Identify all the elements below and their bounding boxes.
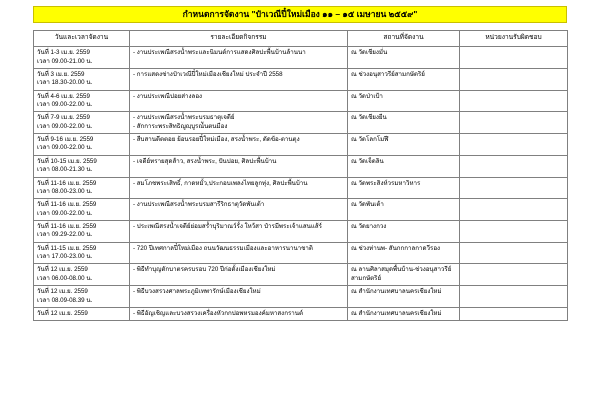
cell-detail (130, 177, 348, 199)
cell-detail-line: - เจดีย์ทรายสุดส้าว, สรงน้ำพระ, ปันปอย, ศิลปะพื้นบ้าน (133, 157, 277, 165)
cell-place (348, 112, 460, 134)
cell-org (460, 134, 568, 156)
cell-org (460, 286, 568, 308)
cell-place-line: ณ วัดป่าเป้า (351, 92, 383, 100)
cell-date-line: เวลา 17.00-23.00 น. (37, 253, 93, 261)
cell-org (460, 199, 568, 221)
cell-place-line: ณ วัดเจ็ดลิน (351, 157, 384, 165)
cell-date-line: เวลา 18.30-20.00 น. (37, 79, 93, 87)
cell-detail (130, 68, 348, 90)
cell-place (348, 286, 460, 308)
cell-detail (130, 47, 348, 69)
cell-org (460, 155, 568, 177)
cell-detail-line: - พิธีบวงสรวงศาลพระภูมิเทพารักษ์เมืองเชียงใหม่ (133, 288, 261, 296)
cell-org (460, 90, 568, 112)
cell-org (460, 47, 568, 69)
cell-detail (130, 242, 348, 264)
cell-date (34, 264, 130, 286)
cell-place-line: ณ วัดเชียงมั่น (351, 49, 388, 57)
cell-detail-line: - สมโภชพระเสิทธิ์, กาดหมั้ว,ประกอบเพลงไทยลูกทุ่ง, ศิลปะพื้นบ้าน (133, 179, 308, 187)
cell-date-line: วันที่ 10-15 เม.ย. 2559 (37, 157, 97, 165)
cell-date (34, 307, 130, 320)
cell-date-line: วันที่ 11-15 เม.ย. 2559 (37, 244, 97, 252)
cell-place (348, 264, 460, 286)
cell-date-line: เวลา 09.00-21.00 น. (37, 57, 93, 65)
cell-detail (130, 199, 348, 221)
cell-date (34, 242, 130, 264)
cell-place-line: ณ วัดโลกโมฬี (351, 136, 389, 144)
table-row (34, 68, 568, 90)
document-page (0, 6, 600, 406)
cell-org (460, 177, 568, 199)
cell-detail (130, 134, 348, 156)
cell-date (34, 90, 130, 112)
cell-org (460, 242, 568, 264)
table-body (34, 47, 568, 321)
cell-place (348, 155, 460, 177)
cell-place-line: ณ ช่วงอนุสาวรีย์สามกษัตริย์ (351, 70, 425, 78)
column-header-date: วันและเวลาจัดงาน (34, 31, 130, 47)
cell-date-line: เวลา 09.00-22.00 น. (37, 101, 93, 109)
table-row (34, 112, 568, 134)
cell-date-line: วันที่ 11-16 เม.ย. 2559 (37, 201, 97, 209)
cell-date-line: วันที่ 11-16 เม.ย. 2559 (37, 222, 97, 230)
cell-place-line: ณ สำนักงานเทศบาลนครเชียงใหม่ (351, 309, 442, 317)
cell-org (460, 220, 568, 242)
cell-detail-line: - ประเพณีสรงน้ำเจดีย์ย่อมสร้ำบุริมาณว์รั้ง ใหว้สา ป๋ารมีพระเจ้าแสนแส้ร์ (133, 222, 322, 230)
cell-detail-line: - การแสดงช่างป๋าเวณีปี๋ใหม่เมืองเชียงใหม่ ประจำปี 2558 (133, 70, 283, 78)
cell-place (348, 90, 460, 112)
table-row (34, 199, 568, 221)
table-row (34, 242, 568, 264)
cell-place (348, 68, 460, 90)
cell-date-line: วันที่ 12 เม.ย. 2559 (37, 288, 88, 296)
table-row (34, 307, 568, 320)
cell-date-line: วันที่ 12 เม.ย. 2559 (37, 309, 88, 317)
column-header-org: หน่วยงานรับผิดชอบ (460, 31, 568, 47)
cell-date-line: เวลา 06.00-08.00 น. (37, 274, 93, 282)
cell-detail (130, 307, 348, 320)
document-title: กำหนดการจัดงาน "ป๋าเวณีปี๋ใหม่เมือง ๑๑ – ๑๕ เมษายน ๒๕๕๙" (33, 6, 567, 23)
cell-date-line: เวลา 08.00-23.00 น. (37, 187, 93, 195)
cell-detail-line: - งานประเพณีปอยส่างลอง (133, 92, 203, 100)
cell-place (348, 134, 460, 156)
cell-place (348, 307, 460, 320)
cell-detail-line: - งานประเพณีสรงน้ำพระบรมสารีริกธาตุวัดพันเต้า (133, 201, 265, 209)
cell-date (34, 112, 130, 134)
cell-date-line: เวลา 08.00-21.30 น. (37, 166, 93, 174)
cell-detail (130, 264, 348, 286)
cell-place-line: ณ ลานศิลาสมุดพื้นบ้าน-ช่วงอนุสาวรีย์สามกษัตริย์ (351, 266, 452, 282)
cell-date-line: เวลา 09.29-22.00 น. (37, 231, 93, 239)
cell-detail (130, 286, 348, 308)
cell-date (34, 199, 130, 221)
table-header-row (34, 31, 568, 47)
cell-detail-line: - งานประเพณีสรงน้ำพระและนิมนต์การแสดงศิลปะพื้นบ้านล้านนา (133, 49, 306, 57)
cell-detail (130, 220, 348, 242)
cell-date-line: วันที่ 12 เม.ย. 2559 (37, 266, 88, 274)
table-row (34, 134, 568, 156)
cell-detail-line: - สักการะพระสิทธิญูญฺบูรณ์ันตนมือง (133, 122, 228, 130)
table-row (34, 286, 568, 308)
cell-place-line: ณ วัดยางกวง (351, 222, 387, 230)
table-row (34, 90, 568, 112)
cell-place-line: ณ สำนักงานเทศบาลนครเชียงใหม่ (351, 288, 442, 296)
column-header-place: สถานที่จัดงาน (348, 31, 460, 47)
cell-detail-line: - งานประเพณีสรงน้ำพระบรมธาตุเจดีย์ (133, 114, 235, 122)
table-row (34, 264, 568, 286)
cell-date-line: เวลา 08.09-08.39 น. (37, 296, 93, 304)
cell-detail-line: - สืบสานดีตตอย ย้อนรอยปี๋ใหม่เมือง, สรงน้ำพระ, ตัดข้อ-ตานตุง (133, 136, 300, 144)
cell-org (460, 264, 568, 286)
cell-place (348, 47, 460, 69)
cell-place-line: ณ วัดพันเต้า (351, 201, 384, 209)
cell-date-line: วันที่ 11-16 เม.ย. 2559 (37, 179, 97, 187)
cell-detail-line: - 720 ปีเทศกาลปี๋ใหม่เมือง ถนนวัฒนธรรมเมืองและอาหารนานาชาติ (133, 244, 313, 252)
cell-place (348, 242, 460, 264)
cell-place-line: ณ ช่วงท่านพ- สันกกกาลกาดวีรอง (351, 244, 441, 252)
cell-detail-line: - พิธีอัญเชิญและบวงสรวงเครื่องหัวกกปอพหรมองค์มหาสงกรานต์ (133, 309, 303, 317)
table-row (34, 220, 568, 242)
cell-date (34, 47, 130, 69)
cell-date (34, 286, 130, 308)
table-row (34, 47, 568, 69)
cell-date (34, 177, 130, 199)
cell-org (460, 112, 568, 134)
cell-place (348, 220, 460, 242)
cell-date-line: วันที่ 7-9 เม.ย. 2559 (37, 114, 90, 122)
cell-place-line: ณ วัดพระสิงห์วรมหาวิหาร (351, 179, 421, 187)
column-header-detail: รายละเอียดกิจกรรม (130, 31, 348, 47)
cell-place (348, 199, 460, 221)
cell-org (460, 68, 568, 90)
cell-detail (130, 112, 348, 134)
cell-detail-line: - พิธีทำบุญตักบาตรครบรอบ 720 ปีก่อตั้งเมืองเชียงใหม่ (133, 266, 276, 274)
cell-date (34, 134, 130, 156)
schedule-table (33, 30, 568, 321)
cell-date (34, 220, 130, 242)
cell-date-line: วันที่ 9-16 เม.ย. 2559 (37, 136, 94, 144)
cell-detail (130, 90, 348, 112)
cell-date (34, 68, 130, 90)
cell-date-line: วันที่ 4-6 เม.ย. 2559 (37, 92, 90, 100)
cell-date-line: วันที่ 3 เม.ย. 2559 (37, 70, 85, 78)
table-row (34, 155, 568, 177)
cell-date-line: เวลา 09.00-22.00 น. (37, 209, 93, 217)
cell-date (34, 155, 130, 177)
cell-org (460, 307, 568, 320)
cell-place-line: ณ วัดเชียงยืน (351, 114, 387, 122)
schedule-table-wrapper (33, 30, 567, 321)
cell-date-line: เวลา 09.00-22.00 น. (37, 144, 93, 152)
cell-date-line: วันที่ 1-3 เม.ย. 2559 (37, 49, 90, 57)
cell-place (348, 177, 460, 199)
cell-date-line: เวลา 09.00-22.00 น. (37, 122, 93, 130)
cell-detail (130, 155, 348, 177)
table-row (34, 177, 568, 199)
